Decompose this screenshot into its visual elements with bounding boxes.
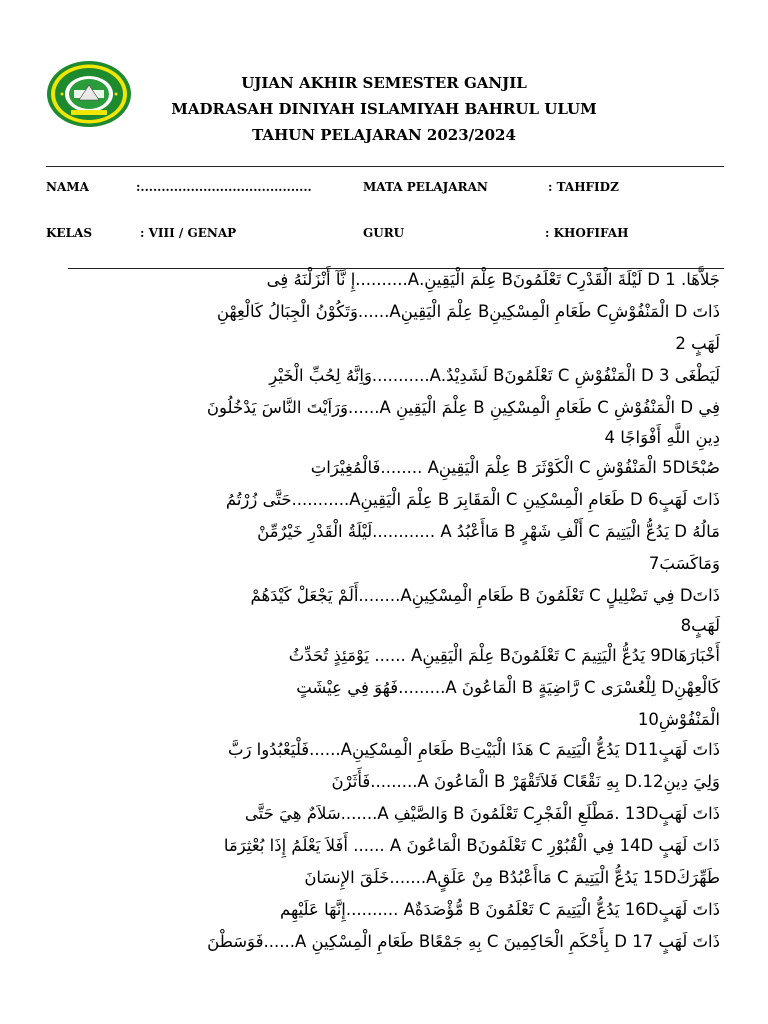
question-line: لَيَطْغَى 3 D الْمَنْفُوْشِ C تَعْلَمُونَB لَشَدِيْدٌ.A...........وَاِنَّهُ لِحُبِّ الْخَيْرِ [269, 366, 720, 385]
question-line: ذَاتَD فِي تَضْلِيلٍ C تَعْلَمُونَ B طَعَامِ الْمِسْكِينِA........أَلَمْ يَجْعَلْ كَيْدَهُمْ [250, 586, 720, 605]
question-line: ذَاتَ D الْمَنْفُوْشِC طَعَامِ الْمِسْكِينِB عِلْمَ الْيَقِينِA......وَتَكُوْنُ الْجِبَالُ كَالْعِهْنِ [216, 302, 720, 321]
question-line: ذَاتَ لَهَبٍD11 يَدُعُّ الْيَتِيمَ C هَذَا الْبَيْتِB طَعَامِ الْمِسْكِينِA......فَلْيَعْبُدُوا رَبَّ [227, 740, 720, 759]
guru-label: GURU [363, 226, 405, 240]
question-line: مَالُهُ D يَدُعُّ الْيَتِيمَ C أَلْفِ شَهْرٍ B مَاأَعْبُدُ A ............لَيْلَةُ الْقَدْرِ خَيْرٌمِّنْ [257, 522, 720, 541]
nama-label: NAMA [46, 180, 89, 194]
mapel-value: : TAHFIDZ [548, 180, 619, 194]
question-line: ذَاتَ لَهَبٍ 17 D بِأَحْكَمِ الْحَاكِمِينَ C بِهِ جَمْعًاB طَعَامِ الْمِسْكِينِ A......فَوَسَطْنَ [207, 932, 720, 951]
question-line: ذَاتَ لَهَبٍ13D .مَطْلَعِ الْفَجْرِC تَعْلَمُونَ B وَالصَّيْفِ A.......سَلاَمٌ هِيَ حَتَّى [244, 804, 720, 823]
kelas-label: KELAS [46, 226, 92, 240]
question-line: طَهِّرَكَ15D يَدُعُّ الْيَتِيمَ C مَاأَعْبُدُB مِنْ عَلَقٍA.......خَلَقَ الإِنسَانَ [304, 868, 720, 887]
question-line: لَهَبٍ8 [680, 616, 720, 635]
question-line: ذَاتَ لَهَبٍ 14D فِي الْقُبُوْرِ C تَعْلَمُونَB الْمَاعُونَ A ...... أَفَلاَ يَعْلَمُ إِذَا بُعْثِرَمَا [223, 836, 720, 855]
kelas-value: : VIII / GENAP [140, 226, 237, 240]
question-line: أَخْبَارَهَا9D يَدُعُّ الْيَتِيمَ C تَعْلَمُونَB عِلْمَ الْيَقِينِA ...... يَوْمَئِذٍ تُحَدِّثُ [288, 646, 720, 665]
mapel-label: MATA PELAJARAN [363, 180, 488, 194]
academic-year: TAHUN PELAJARAN 2023/2024 [252, 126, 516, 144]
question-line: الْمَنْفُوْشِ10 [637, 710, 720, 729]
question-line: ذَاتَ لَهَبٍ16D يَدُعُّ الْيَتِيمَ C تَعْلَمُونَ B مُّؤْصَدَةٌA ..........إِنَّهَا عَلَيْهِم [279, 900, 720, 919]
school-name: MADRASAH DINIYAH ISLAMIYAH BAHRUL ULUM [171, 100, 597, 118]
header-divider [46, 166, 724, 167]
question-line: صُبْحًا5D الْمَنْفُوْشِ C الْكَوْثَرَ B عِلْمَ الْيَقِينِA ........فَالْمُغِيْرَاتِ [310, 458, 720, 477]
question-line: دِينِ اللَّهِ أَفْوَاجًا 4 [604, 428, 720, 447]
exam-title: UJIAN AKHIR SEMESTER GANJIL [241, 74, 527, 92]
question-line: ذَاتَ لَهَبٍ6 D طَعَامِ الْمِسْكِينِ C الْمَقَابِرَ B عِلْمَ الْيَقِينِA...........حَتَّى زُرْتُمُ [225, 490, 720, 509]
question-line: وَلِيَ دِينِ12.D بِهِ نَقْعًاC فَلاَتَقْهَرْ B الْمَاعُونَ A.........فَأَثَرْنَ [331, 772, 720, 791]
question-line: جَلاَّهَا. D 1 لَيْلَةَ الْقَدْرِC تَعْلَمُونَB عِلْمَ الْيَقِينِ.A..........إِ نَّآ أَنْزَلْنَهُ فِى [266, 270, 720, 289]
guru-value: : KHOFIFAH [545, 226, 629, 240]
question-line: لَهَبٍ 2 [675, 334, 720, 353]
nama-field[interactable]: :......................................... [136, 180, 312, 194]
question-line: فِي D الْمَنْفُوْشِ C طَعَامِ الْمِسْكِينِ B عِلْمَ الْيَقِينِ A......وَرَاَيْتَ النَّاسَ يَدْخُلُونَ [206, 398, 720, 417]
question-line: كَالْعِهْنِD لِلْعُسْرَى C رَّاضِيَةٍ B الْمَاعُونَ A.........فَهُوَ فِي عِيْشَتٍ [296, 678, 720, 697]
info-divider [68, 268, 724, 269]
question-line: وَمَاكَسَبَ7 [648, 554, 720, 573]
